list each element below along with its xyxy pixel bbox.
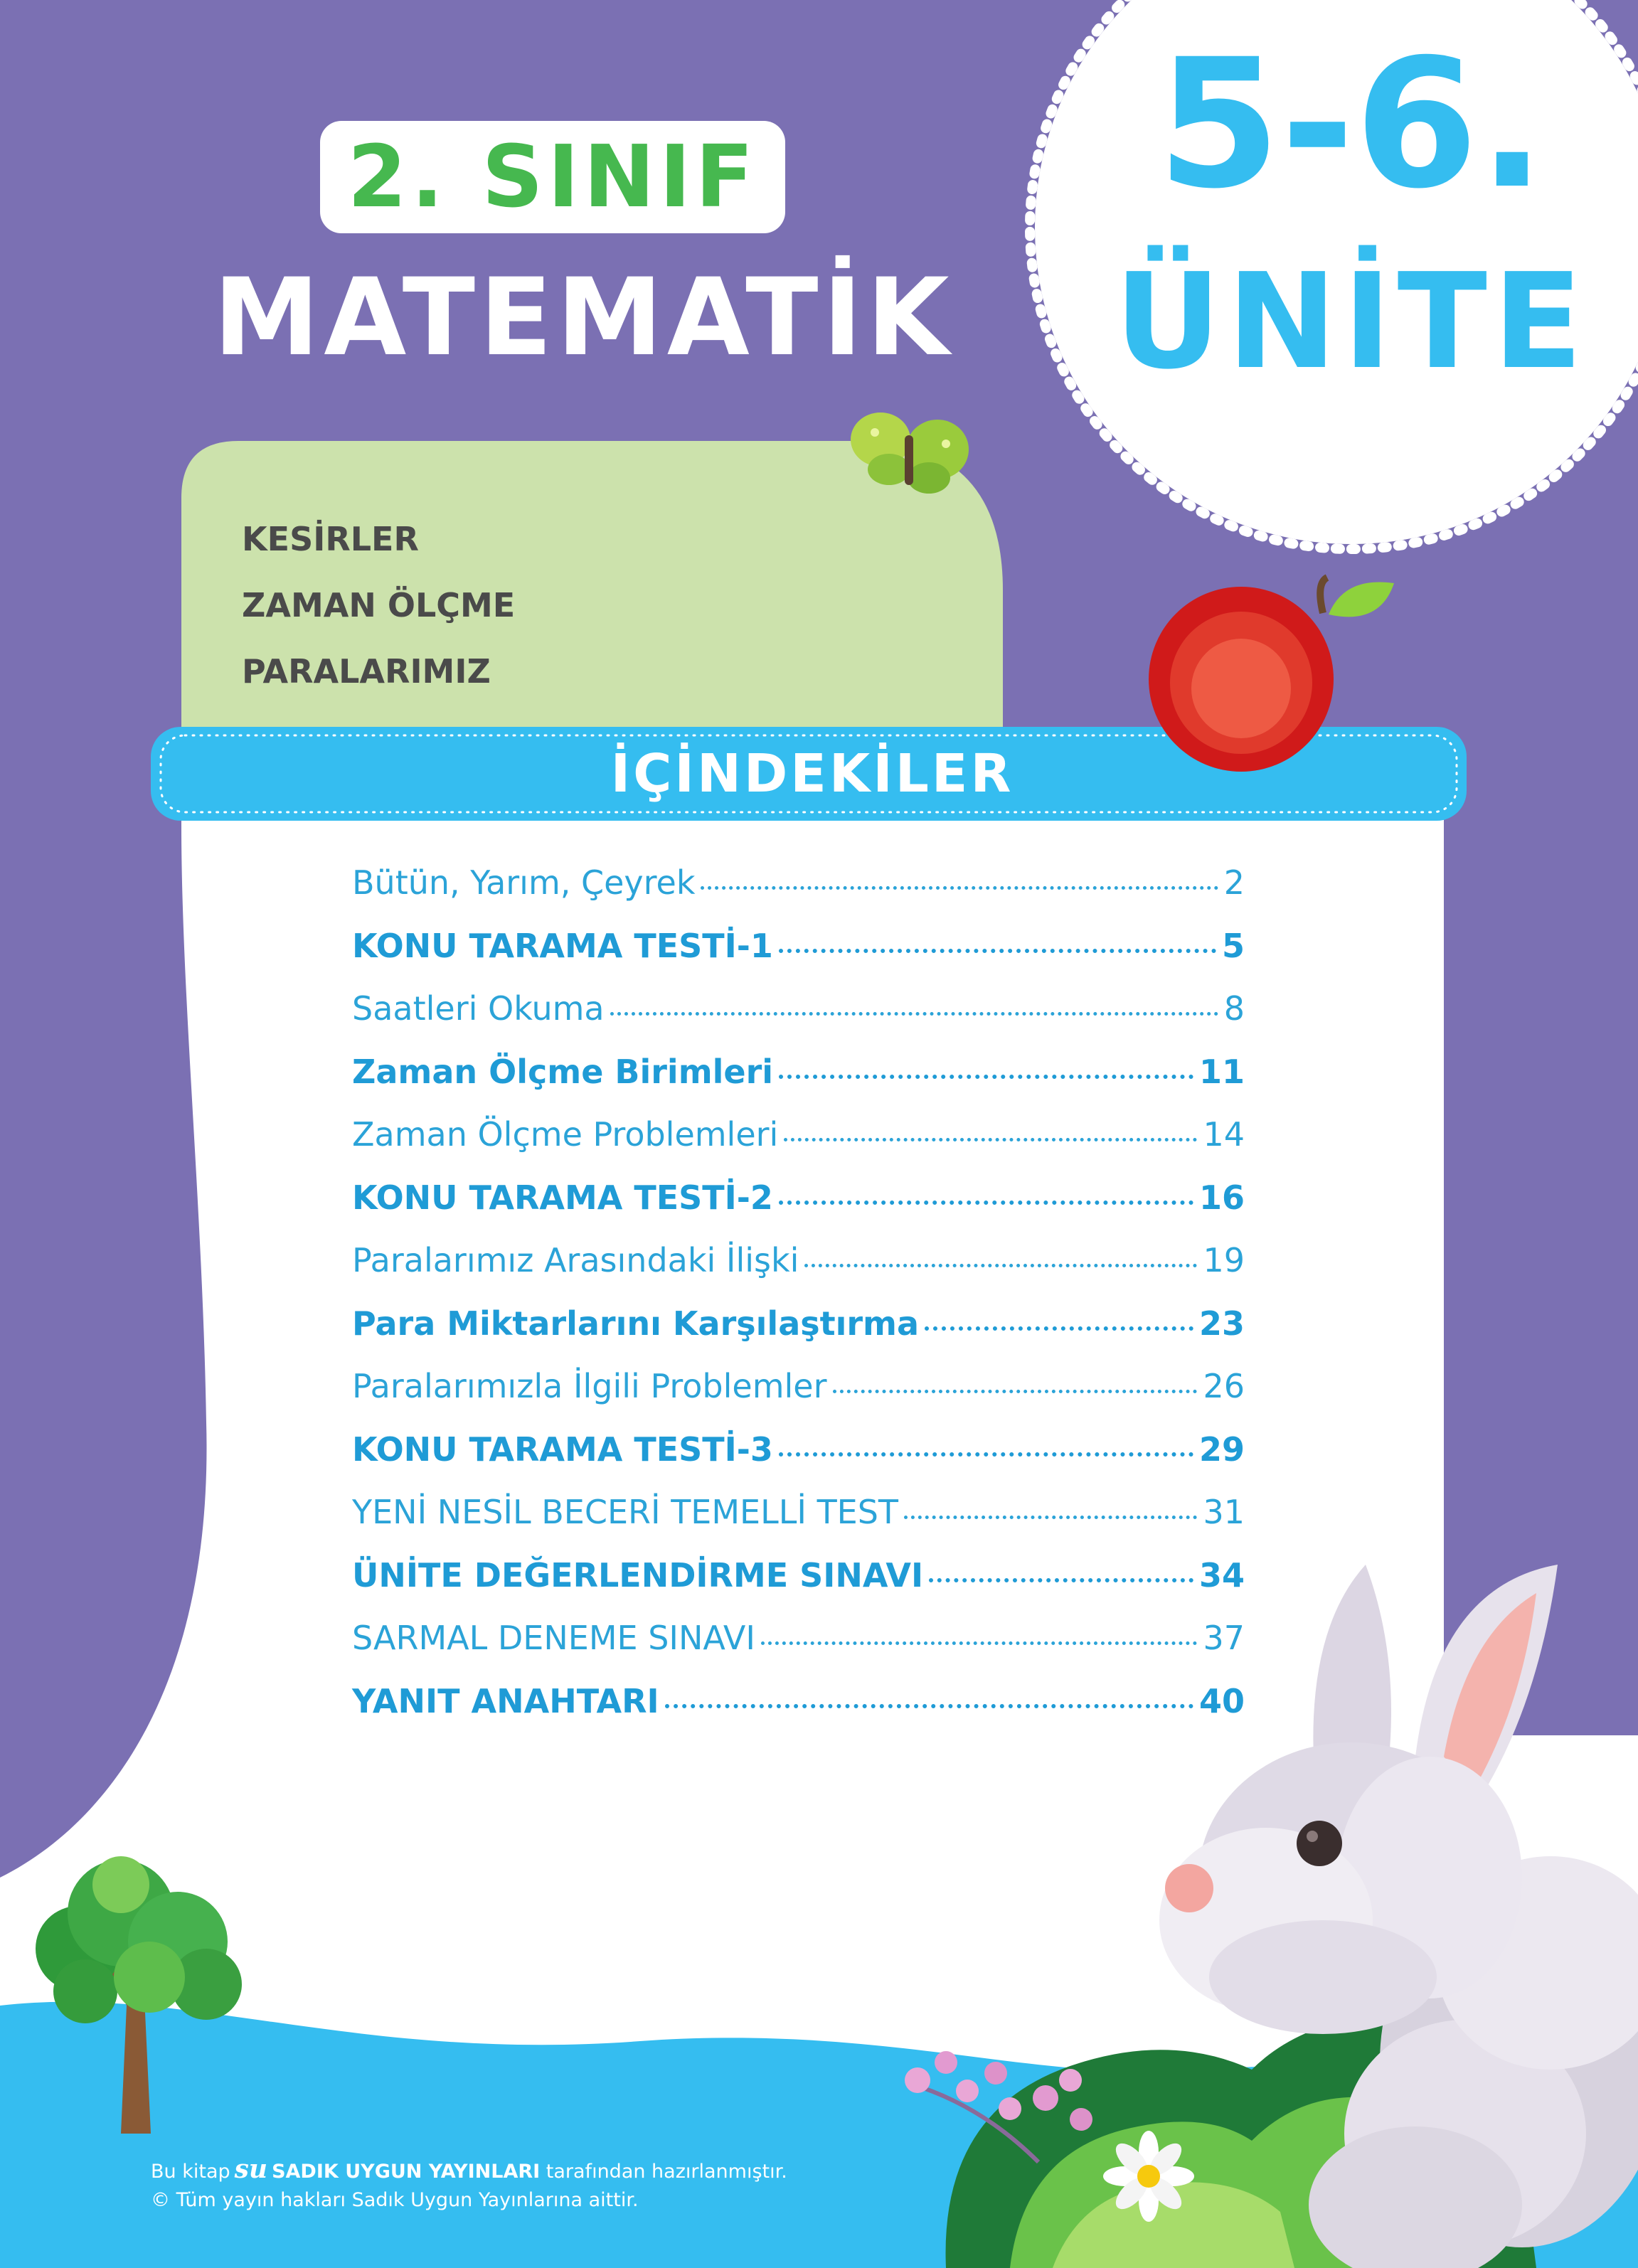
grade-label: 2. SINIF (347, 127, 758, 227)
toc-entry-title: YENİ NESİL BECERİ TEMELLİ TEST (352, 1493, 899, 1531)
toc-entry-page: 23 (1198, 1304, 1245, 1343)
toc-entry-page: 29 (1198, 1430, 1245, 1469)
toc-entry-page: 8 (1223, 989, 1245, 1028)
toc-leader-dots (929, 1578, 1193, 1582)
toc-entry-page: 5 (1221, 926, 1245, 965)
toc-leader-dots (779, 1075, 1193, 1079)
toc-leader-dots (665, 1704, 1193, 1708)
credit-line-1 (151, 2153, 933, 2185)
publisher-logo: su (234, 2154, 268, 2184)
toc-entry[interactable] (352, 1168, 1245, 1232)
topic-item: ZAMAN ÖLÇME (242, 586, 516, 624)
toc-leader-dots (784, 1138, 1197, 1141)
toc-entry-page: 31 (1203, 1493, 1245, 1531)
table-of-contents (352, 853, 1245, 1735)
toc-leader-dots (701, 886, 1218, 890)
toc-entry-title: ÜNİTE DEĞERLENDİRME SINAVI (352, 1555, 924, 1594)
publisher-credits (151, 2153, 933, 2216)
toc-entry[interactable] (352, 1231, 1245, 1294)
toc-entry[interactable] (352, 1357, 1245, 1420)
toc-entry[interactable] (352, 1672, 1245, 1735)
toc-leader-dots (925, 1326, 1193, 1331)
subject-title: MATEMATİK (213, 256, 954, 380)
toc-entry[interactable] (352, 917, 1245, 980)
toc-leader-dots (904, 1516, 1197, 1519)
toc-entry-title: Saatleri Okuma (352, 989, 605, 1028)
unit-number: 5-6. (1156, 21, 1546, 228)
toc-entry-page: 16 (1198, 1178, 1245, 1217)
toc-entry[interactable] (352, 853, 1245, 917)
toc-leader-dots (779, 1200, 1193, 1205)
toc-entry-title: Paralarımızla İlgili Problemler (352, 1367, 827, 1405)
toc-entry-page: 40 (1198, 1681, 1245, 1720)
toc-entry-page: 26 (1203, 1367, 1245, 1405)
credit-suffix: tarafından hazırlanmıştır. (546, 2161, 787, 2183)
toc-entry-title: KONU TARAMA TESTİ-1 (352, 926, 773, 965)
toc-entry-title: KONU TARAMA TESTİ-3 (352, 1430, 773, 1469)
credit-prefix: Bu kitap (151, 2161, 230, 2183)
toc-entry-title: Zaman Ölçme Birimleri (352, 1052, 774, 1091)
topic-item: PARALARIMIZ (242, 652, 491, 691)
toc-entry[interactable] (352, 1294, 1245, 1358)
copyright-line: © Tüm yayın hakları Sadık Uygun Yayınlarına aittir. (151, 2189, 639, 2211)
toc-entry-page: 19 (1203, 1241, 1245, 1279)
toc-entry-page: 11 (1198, 1052, 1245, 1091)
toc-entry-title: Zaman Ölçme Problemleri (352, 1115, 779, 1154)
toc-entry-title: KONU TARAMA TESTİ-2 (352, 1178, 773, 1217)
toc-entry[interactable] (352, 1546, 1245, 1609)
toc-entry-page: 2 (1223, 863, 1245, 902)
toc-entry-page: 14 (1203, 1115, 1245, 1154)
toc-entry[interactable] (352, 1483, 1245, 1546)
toc-leader-dots (779, 949, 1216, 953)
toc-leader-dots (833, 1390, 1198, 1393)
toc-heading: İÇİNDEKİLER (610, 743, 1014, 804)
toc-entry-page: 34 (1198, 1555, 1245, 1594)
toc-leader-dots (610, 1012, 1218, 1016)
toc-entry[interactable] (352, 979, 1245, 1043)
toc-entry-page: 37 (1203, 1619, 1245, 1657)
toc-entry-title: SARMAL DENEME SINAVI (352, 1619, 755, 1657)
unit-label: ÜNİTE (1114, 245, 1589, 398)
publisher-name: SADIK UYGUN YAYINLARI (272, 2161, 541, 2183)
toc-entry[interactable] (352, 1609, 1245, 1672)
toc-entry-title: YANIT ANAHTARI (352, 1681, 659, 1720)
toc-leader-dots (804, 1264, 1197, 1267)
toc-entry[interactable] (352, 1105, 1245, 1168)
toc-entry[interactable] (352, 1043, 1245, 1106)
toc-leader-dots (779, 1452, 1193, 1457)
grade-badge (320, 121, 785, 233)
topics-list (242, 506, 882, 705)
toc-leader-dots (761, 1641, 1197, 1645)
toc-entry-title: Paralarımız Arasındaki İlişki (352, 1241, 799, 1279)
toc-entry[interactable] (352, 1420, 1245, 1484)
toc-entry-title: Para Miktarlarını Karşılaştırma (352, 1304, 920, 1343)
topic-item: KESİRLER (242, 520, 419, 558)
toc-entry-title: Bütün, Yarım, Çeyrek (352, 863, 696, 902)
